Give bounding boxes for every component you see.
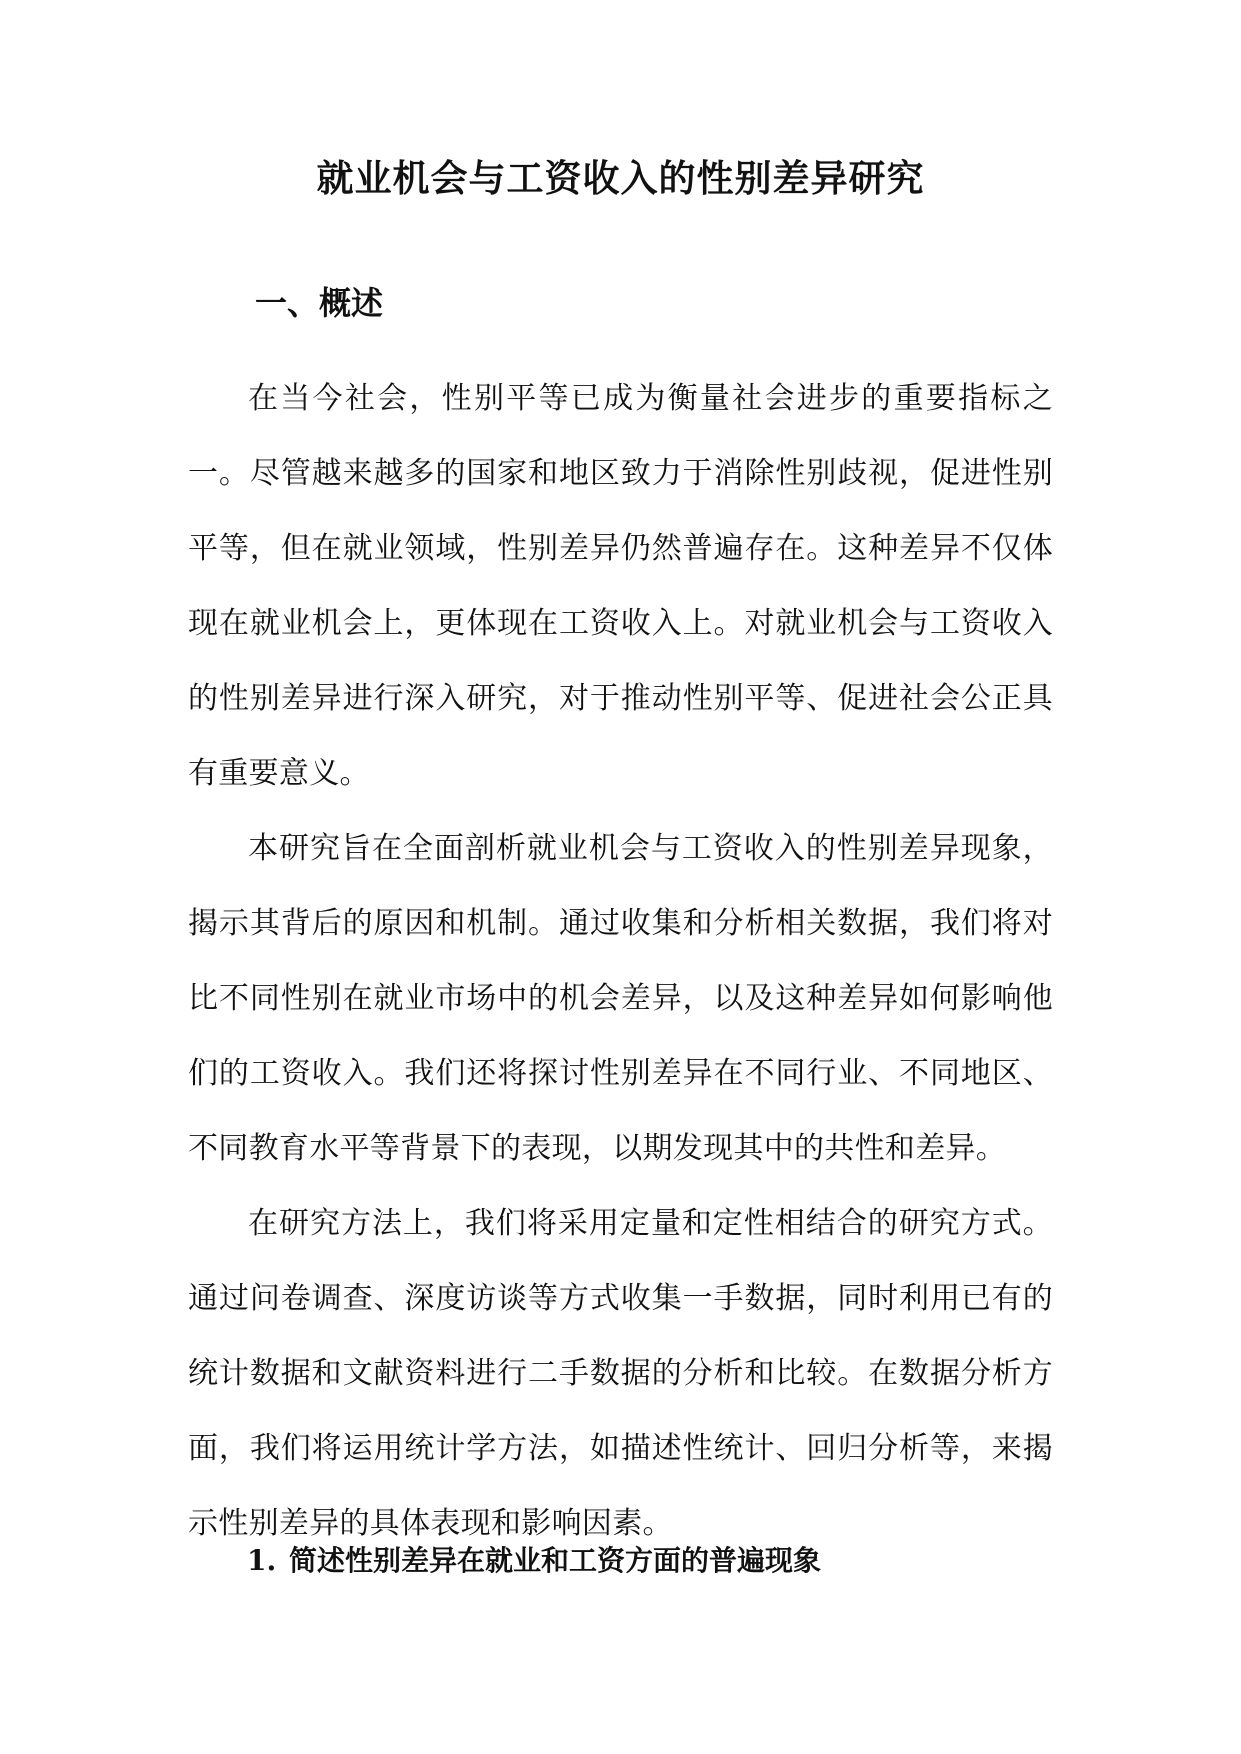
subheading [247, 1536, 821, 1586]
paragraph: 本研究旨在全面剖析就业机会与工资收入的性别差异现象，揭示其背后的原因和机制。通过收集和分析相关数据，我们将对比不同性别在就业市场中的机会差异，以及这种差异如何影响他们的工资收入。我们还将探讨性别差异在不同行业、不同地区、不同教育水平等背景下的表现，以期发现其中的共性和差异。 [188, 831, 1053, 1166]
section-heading: 一、概述 [255, 284, 384, 322]
paragraph: 在当今社会，性别平等已成为衡量社会进步的重要指标之一。尽管越来越多的国家和地区致力于消除性别歧视，促进性别平等，但在就业领域，性别差异仍然普遍存在。这种差异不仅体现在就业机会上，更体现在工资收入上。对就业机会与工资收入的性别差异进行深入研究，对于推动性别平等、促进社会公正具有重要意义。 [188, 381, 1053, 791]
body-text [188, 361, 1053, 1561]
subheading-number: 1. [247, 1544, 277, 1577]
subheading-text: 简述性别差异在就业和工资方面的普遍现象 [289, 1544, 822, 1577]
document-title: 就业机会与工资收入的性别差异研究 [316, 156, 925, 200]
paragraph: 在研究方法上，我们将采用定量和定性相结合的研究方式。通过问卷调查、深度访谈等方式收集一手数据，同时利用已有的统计数据和文献资料进行二手数据的分析和比较。在数据分析方面，我们将运用统计学方法，如描述性统计、回归分析等，来揭示性别差异的具体表现和影响因素。 [188, 1206, 1053, 1541]
